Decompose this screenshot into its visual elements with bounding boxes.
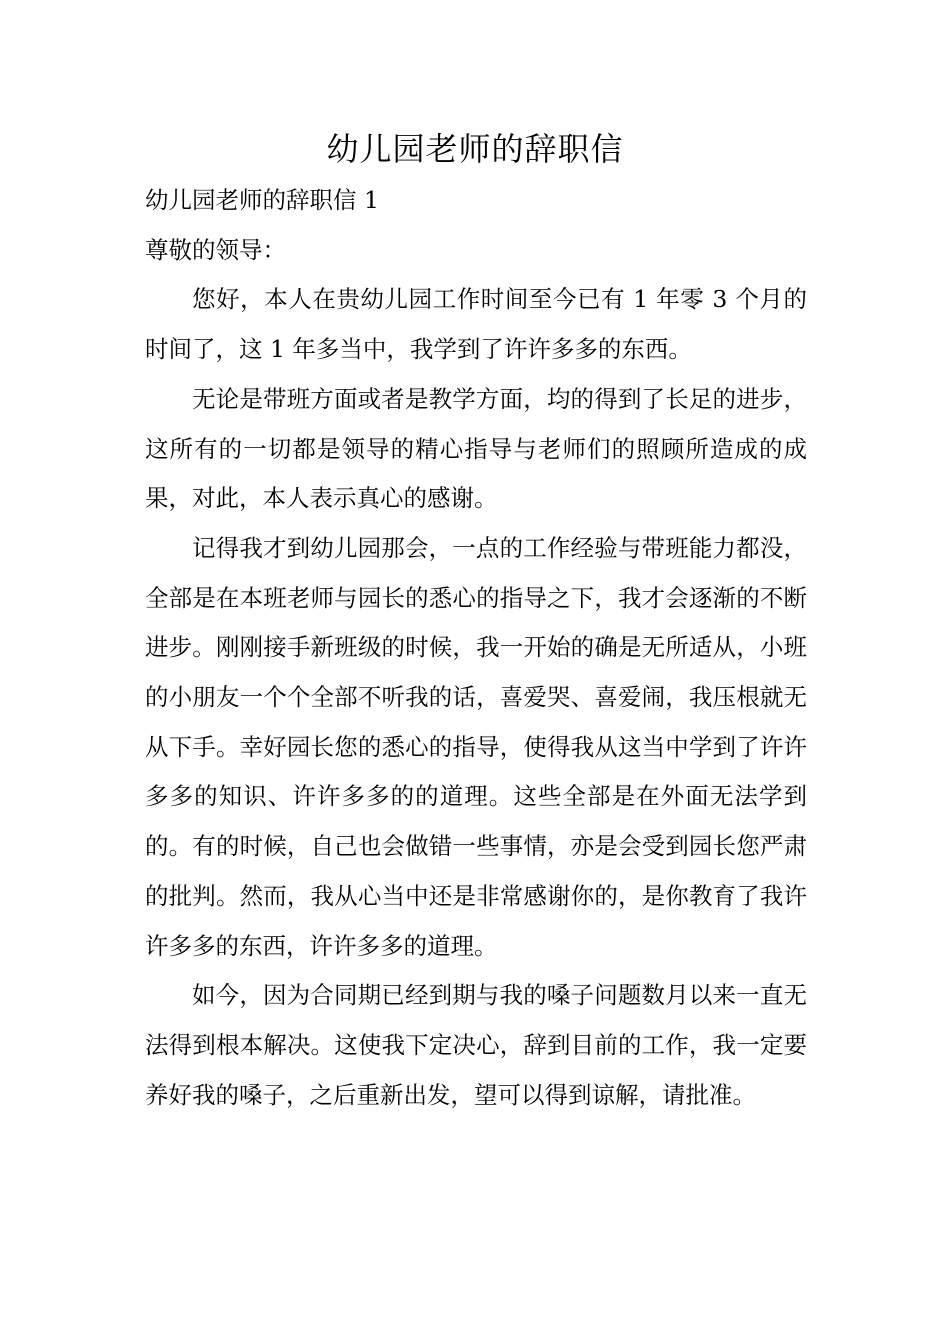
paragraph-1: 您好，本人在贵幼儿园工作时间至今已有 1 年零 3 个月的时间了，这 1 年多当中，我学到了许许多多的东西。 [145,285,807,364]
letter-subtitle: 幼儿园老师的辞职信 1 [145,186,379,214]
paragraph-2: 无论是带班方面或者是教学方面，均的得到了长足的进步，这所有的一切都是领导的精心指导与老师们的照顾所造成的成果，对此，本人表示真心的感谢。 [145,384,807,513]
paragraph-3: 记得我才到幼儿园那会，一点的工作经验与带班能力都没，全部是在本班老师与园长的悉心的指导之下，我才会逐渐的不断进步。刚刚接手新班级的时候，我一开始的确是无所适从，小班的小朋友一个个全部不听我的话，喜爱哭、喜爱闹，我压根就无从下手。幸好园长您的悉心的指导，使得我从这当中学到了许许多多的知识、许许多多的的道理。这些全部是在外面无法学到的。有的时候，自己也会做错一些事情，亦是会受到园长您严肃的批判。然而，我从心当中还是非常感谢你的，是你教育了我许许多多的东西，许许多多的道理。 [145,533,807,960]
paragraph-4: 如今，因为合同期已经到期与我的嗓子问题数月以来一直无法得到根本解决。这使我下定决心，辞到目前的工作，我一定要养好我的嗓子，之后重新出发，望可以得到谅解，请批准。 [145,981,807,1109]
document-title: 幼儿园老师的辞职信 [326,130,624,168]
document-body [145,176,807,1120]
letter-salutation: 尊敬的领导： [145,235,286,264]
